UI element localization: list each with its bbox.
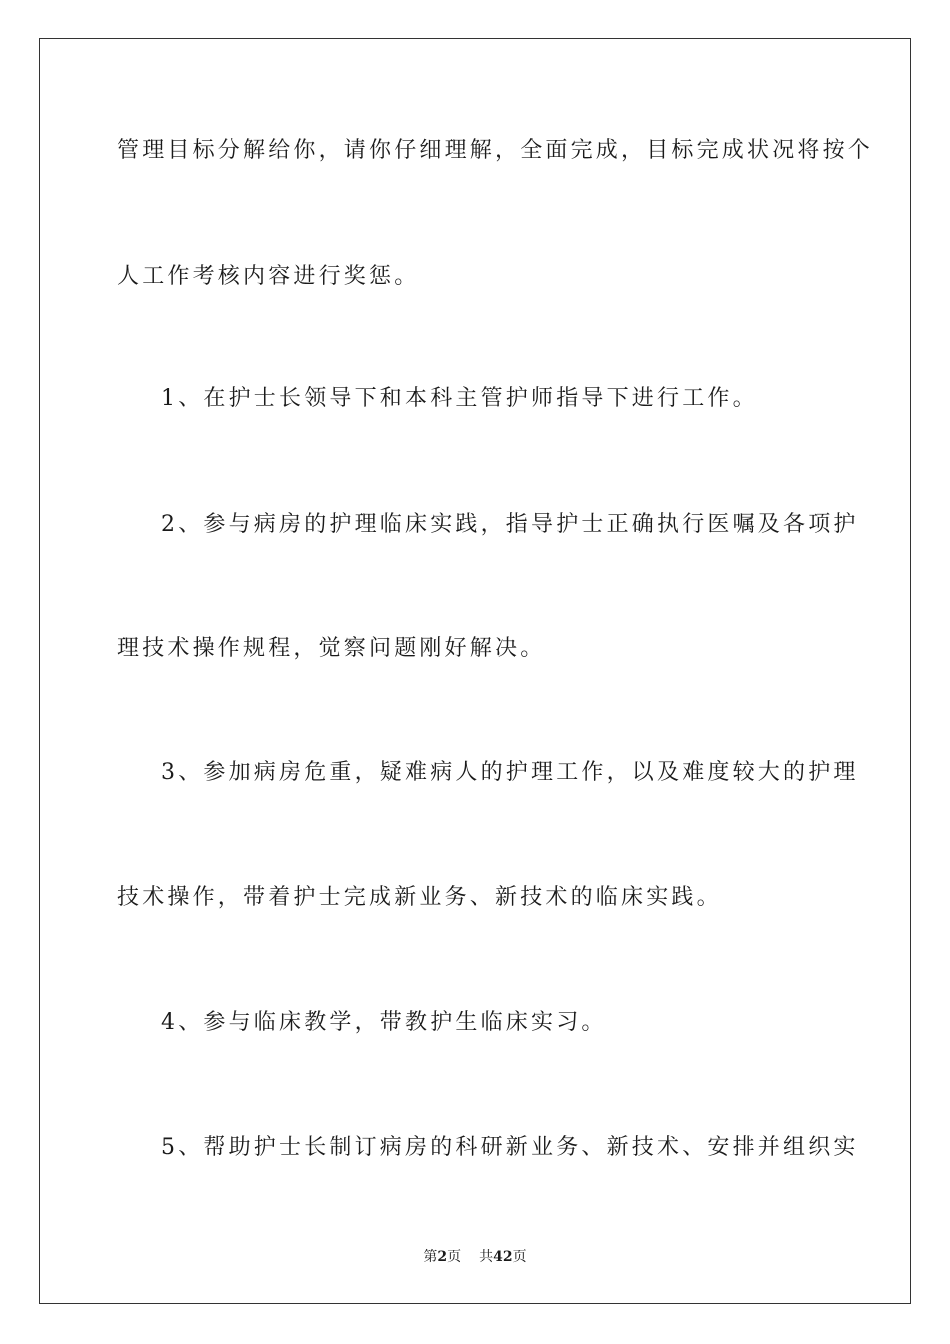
page-footer (0, 1247, 950, 1267)
list-item-3: 3、参加病房危重，疑难病人的护理工作，以及难度较大的护理 (161, 760, 859, 785)
list-item-2: 2、参与病房的护理临床实践，指导护士正确执行医嘱及各项护 (161, 512, 859, 537)
list-item-3-continuation: 技术操作，带着护士完成新业务、新技术的临床实践。 (117, 885, 722, 910)
list-item-4: 4、参与临床教学，带教护生临床实习。 (161, 1010, 607, 1035)
list-item-1: 1、在护士长领导下和本科主管护师指导下进行工作。 (161, 386, 758, 411)
body-text-line-1: 管理目标分解给你，请你仔细理解，全面完成，目标完成状况将按个 (117, 138, 874, 163)
list-item-5: 5、帮助护士长制订病房的科研新业务、新技术、安排并组织实 (161, 1135, 859, 1160)
page-border (39, 38, 911, 1304)
page-total: 共42页 (479, 1249, 527, 1265)
list-item-2-continuation: 理技术操作规程，觉察问题刚好解决。 (117, 636, 546, 661)
body-text-line-2: 人工作考核内容进行奖惩。 (117, 264, 420, 289)
page-number: 第2页 (423, 1249, 462, 1265)
